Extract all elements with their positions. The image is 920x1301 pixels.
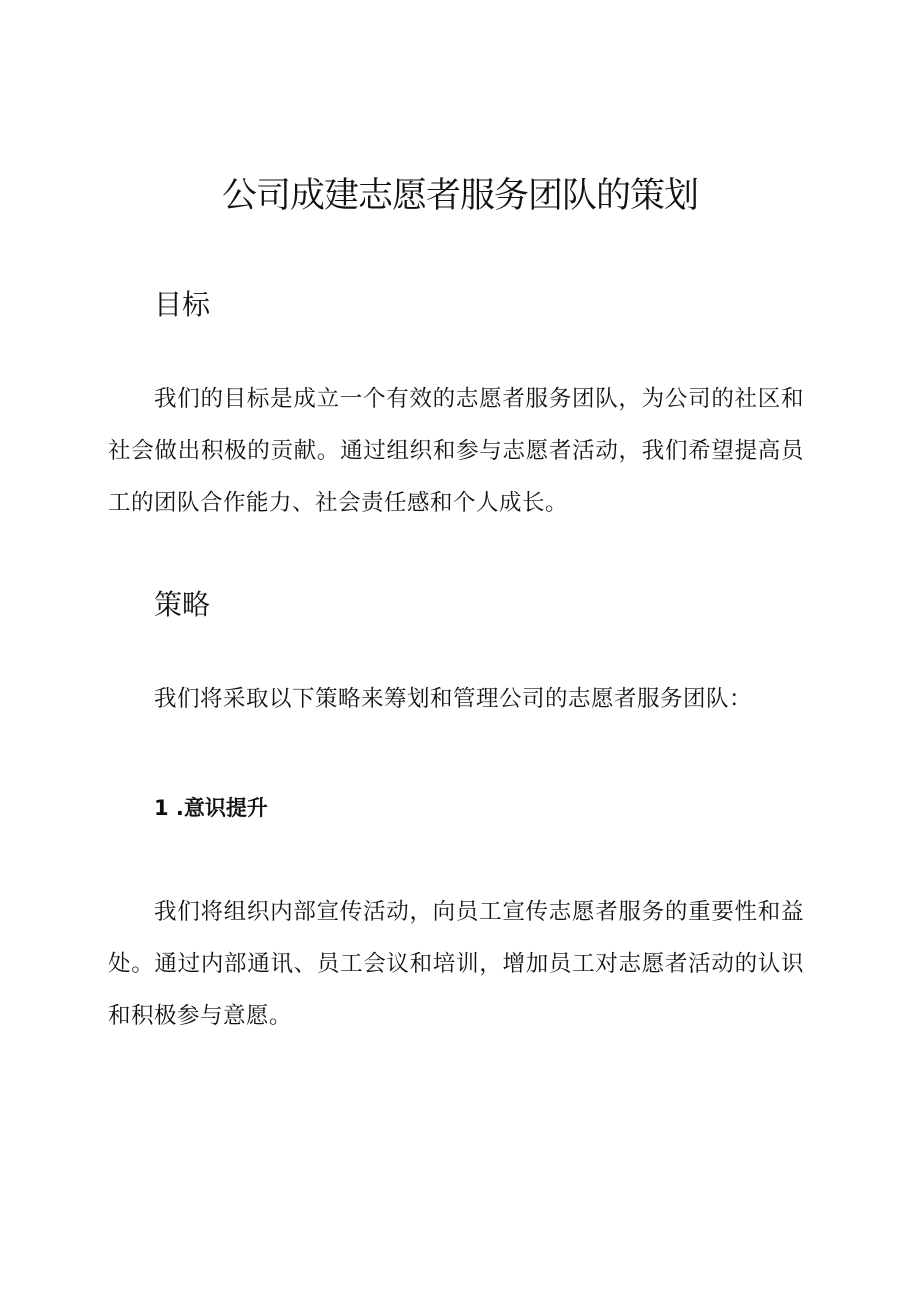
goal-paragraph: 我们的目标是成立一个有效的志愿者服务团队，为公司的社区和社会做出积极的贡献。通过组织和参与志愿者活动，我们希望提高员工的团队合作能力、社会责任感和个人成长。 bbox=[108, 386, 804, 516]
section-heading-goal: 目标 bbox=[154, 288, 211, 321]
strategy-item-heading: 1 .意识提升 bbox=[154, 796, 268, 820]
document-title: 公司成建志愿者服务团队的策划 bbox=[221, 176, 698, 216]
strategy-intro-paragraph: 我们将采取以下策略来筹划和管理公司的志愿者服务团队： bbox=[154, 686, 753, 712]
section-heading-strategy: 策略 bbox=[154, 588, 211, 621]
strategy-item-paragraph: 我们将组织内部宣传活动，向员工宣传志愿者服务的重要性和益处。通过内部通讯、员工会议和培训，增加员工对志愿者活动的认识和积极参与意愿。 bbox=[108, 899, 804, 1029]
